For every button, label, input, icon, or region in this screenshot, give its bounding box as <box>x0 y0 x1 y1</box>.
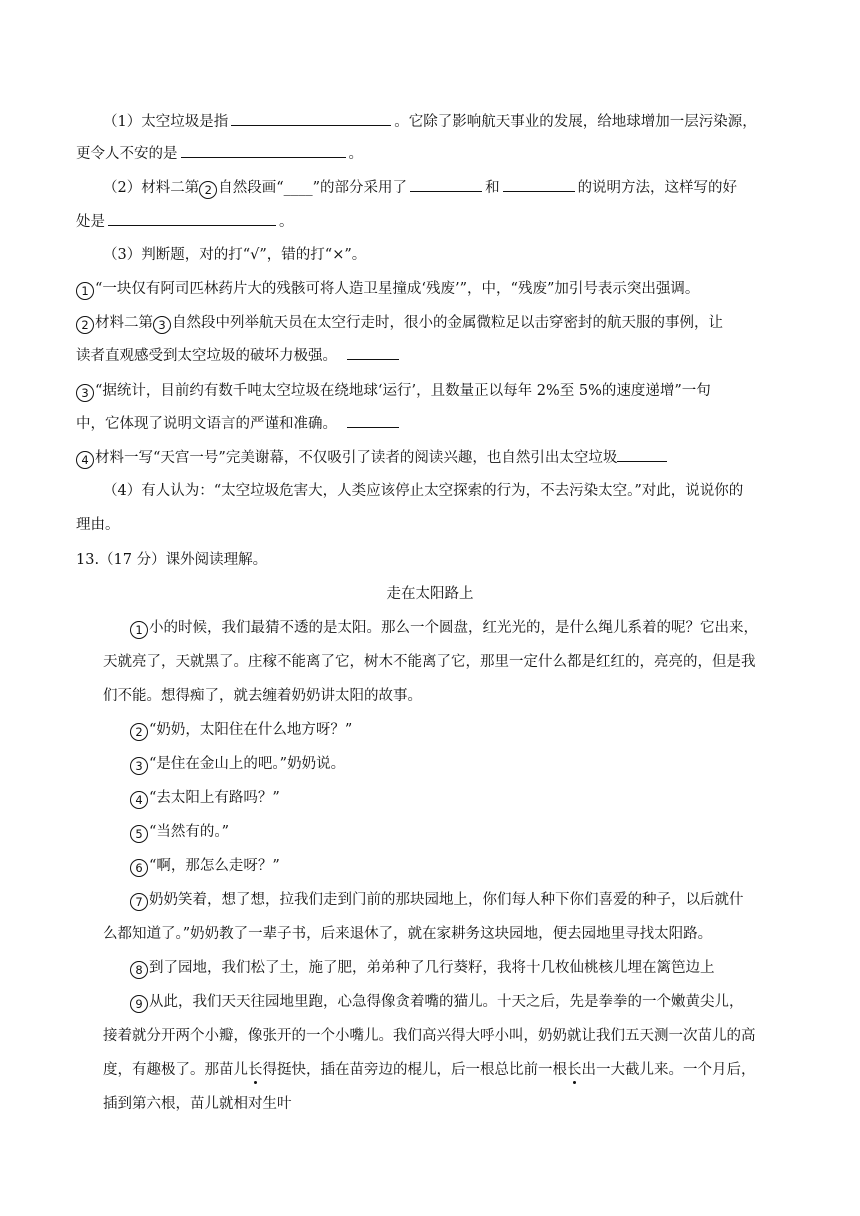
judge-item-1: 1 “一块仅有阿司匹林药片大的残骸可将人造卫星撞成‘残废’”，中，“残废”加引号表示突出强调。 <box>76 279 699 300</box>
judge-item-3-line1: 3 “据统计，目前约有数千吨太空垃圾在绕地球‘运行’，且数量正以每年 2%至 5%的速度递增”一句 <box>76 381 711 402</box>
passage-paragraph-2: 2 “奶奶，太阳住在什么地方呀？” <box>130 720 352 741</box>
passage-paragraph-9-line2: 接着就分开两个小瓣，像张开的一个小嘴儿。我们高兴得大呼小叫，奶奶就让我们五天测一次苗儿的高 <box>103 1028 756 1044</box>
circled-number: 5 <box>130 825 148 843</box>
passage-paragraph-8: 8 到了园地，我们松了土，施了肥，弟弟种了几行葵籽，我将十几枚仙桃核儿埋在篱笆边上 <box>130 958 715 979</box>
passage-paragraph-1-line3: 们不能。想得痴了，就去缠着奶奶讲太阳的故事。 <box>103 688 422 704</box>
q12-part4-line1: （4）有人认为：“太空垃圾危害大，人类应该停止太空探索的行为，不去污染太空。”对此，说说你的 <box>103 483 744 499</box>
circled-number: 3 <box>153 316 171 334</box>
circled-number: 7 <box>130 893 148 911</box>
circled-number: 2 <box>199 181 217 199</box>
passage-paragraph-3: 3 “是住在金山上的吧。”奶奶说。 <box>130 754 345 775</box>
passage-paragraph-1-line2: 天就亮了，天就黑了。庄稼不能离了它，树木不能离了它，那里一定什么都是红红的，亮亮的，但是我 <box>103 654 756 670</box>
passage-paragraph-1-line1: 1 小的时候，我们最猜不透的是太阳。那么一个圆盘，红光光的，是什么绳儿系着的呢？它出来， <box>130 618 758 639</box>
passage-paragraph-5: 5 “当然有的。” <box>130 822 229 843</box>
judge-item-4: 4 材料一写“天宫一号”完美谢幕，不仅吸引了读者的阅读兴趣，也自然引出太空垃圾 <box>76 447 670 469</box>
answer-blank[interactable] <box>347 413 399 428</box>
passage-paragraph-4: 4 “去太阳上有路吗？” <box>130 788 280 809</box>
passage-paragraph-7-line2: 么都知道了。”奶奶教了一辈子书，后来退休了，就在家耕务这块园地，便去园地里寻找太阳路。 <box>103 926 713 942</box>
answer-blank[interactable] <box>617 447 667 462</box>
emphasis-dotted-char: 长 <box>248 1062 263 1078</box>
circled-number: 2 <box>130 723 148 741</box>
circled-number: 8 <box>130 961 148 979</box>
judge-item-3-line2: 中，它体现了说明文语言的严谨和准确。 <box>76 413 402 434</box>
circled-number: 2 <box>76 316 94 334</box>
passage-paragraph-6: 6 “啊，那怎么走呀？” <box>130 856 280 877</box>
answer-blank[interactable] <box>231 111 391 126</box>
emphasis-dotted-char: 长 <box>567 1062 582 1078</box>
circled-number: 9 <box>130 995 148 1013</box>
answer-blank[interactable] <box>410 177 482 192</box>
passage-paragraph-9-line3: 度，有趣极了。那苗儿长得挺快，插在苗旁边的棍儿，后一根总比前一根长出一大截儿来。一个月后， <box>103 1062 756 1078</box>
passage-paragraph-9-line4: 插到第六根，苗儿就相对生叶 <box>103 1096 292 1112</box>
circled-number: 4 <box>76 451 94 469</box>
answer-blank[interactable] <box>347 345 399 360</box>
circled-number: 3 <box>130 757 148 775</box>
judge-item-2-line1: 2 材料二第 3 自然段中列举航天员在太空行走时，很小的金属微粒足以击穿密封的航天服的事例，让 <box>76 313 723 334</box>
q12-part2-line2: 处是 。 <box>76 211 294 232</box>
circled-number: 4 <box>130 791 148 809</box>
answer-blank[interactable] <box>181 143 346 158</box>
circled-number: 1 <box>130 621 148 639</box>
answer-blank[interactable] <box>108 211 276 226</box>
q12-part2-line1: （2）材料二第 2 自然段画“____”的部分采用了 和 的说明方法，这样写的好 <box>103 177 737 199</box>
circled-number: 6 <box>130 859 148 877</box>
q12-part3-instruction: （3）判断题，对的打“√”，错的打“×”。 <box>103 247 367 263</box>
q12-part4-line2: 理由。 <box>76 517 120 533</box>
passage-paragraph-7-line1: 7 奶奶笑着，想了想，拉我们走到门前的那块园地上，你们每人种下你们喜爱的种子，以后就什 <box>130 890 744 911</box>
passage-paragraph-9-line1: 9 从此，我们天天往园地里跑，心急得像贪着嘴的猫儿。十天之后，先是拳拳的一个嫩黄尖儿， <box>130 992 744 1013</box>
answer-blank[interactable] <box>503 177 575 192</box>
q12-part1-line2: 更令人不安的是 。 <box>76 143 363 164</box>
q13-heading: 13.（17 分）课外阅读理解。 <box>76 552 268 568</box>
passage-title: 走在太阳路上 <box>386 586 474 602</box>
q12-part1-line1: （1）太空垃圾是指 。它除了影响航天事业的发展，给地球增加一层污染源， <box>103 111 757 132</box>
circled-number: 3 <box>76 384 94 402</box>
judge-item-2-line2: 读者直观感受到太空垃圾的破坏力极强。 <box>76 345 402 366</box>
circled-number: 1 <box>76 282 94 300</box>
